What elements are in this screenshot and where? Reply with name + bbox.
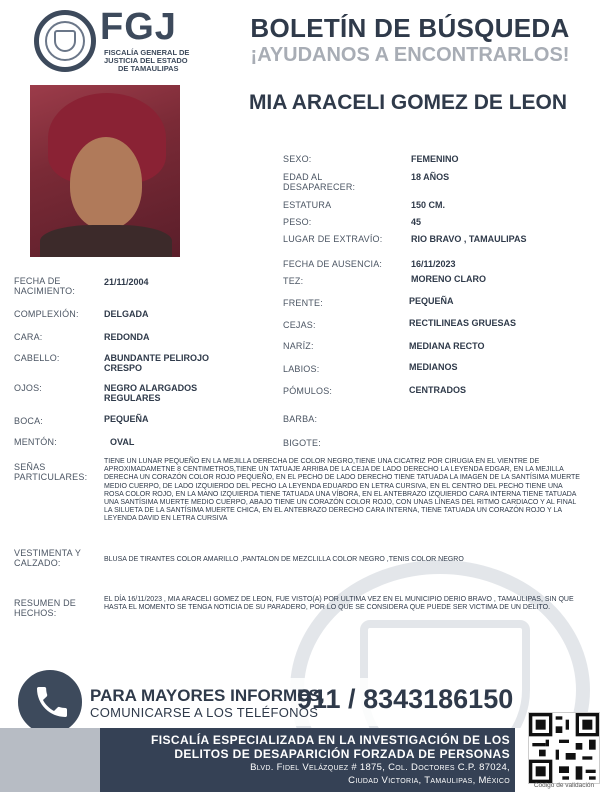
- frente-label: FRENTE:: [283, 298, 323, 308]
- lugar-value: RIO BRAVO , TAMAULIPAS: [411, 234, 527, 244]
- nariz-label: NARÍZ:: [283, 341, 314, 351]
- footer-address-line1: Blvd. Fidel Velázquez # 1875, Col. Doctores C.P. 87024,: [250, 762, 510, 773]
- contact-line1: PARA MAYORES INFORMES,: [90, 686, 325, 705]
- menton-value: OVAL: [110, 437, 135, 447]
- nariz-value: MEDIANA RECTO: [409, 341, 485, 351]
- resumen-text: EL DÍA 16/11/2023 , MIA ARACELI GOMEZ DE LEON, FUE VISTO(A) POR ULTIMA VEZ EN EL MUNICIPIO DERIO BRAVO , TAMAULIPAS, SIN QUE HASTA EL MOMENTO SE TENGA NOTICIA DE SU PARADERO, POR LO QUE SE CONSIDERA QUE PUEDE SER VICTIMA DE UN DELITO.: [104, 596, 574, 612]
- peso-value: 45: [411, 217, 422, 227]
- fecha-ausencia-label: FECHA DE AUSENCIA:: [283, 259, 383, 269]
- contact-line2: COMUNICARSE A LOS TELÉFONOS: [90, 705, 319, 720]
- cabello-value: ABUNDANTE PELIROJO CRESPO: [104, 353, 210, 373]
- fecha-nacimiento-value: 21/11/2004: [104, 277, 149, 287]
- barba-label: BARBA:: [283, 414, 318, 424]
- fgj-seal-logo: [34, 10, 96, 72]
- vestimenta-text: BLUSA DE TIRANTES COLOR AMARILLO ,PANTALON DE MEZCLILLA COLOR NEGRO ,TENIS COLOR NEGRO: [104, 556, 464, 563]
- complexion-label: COMPLEXIÓN:: [14, 309, 79, 319]
- resumen-label: RESUMEN DE HECHOS:: [14, 598, 77, 618]
- complexion-value: DELGADA: [104, 309, 149, 319]
- pomulos-label: PÓMULOS:: [283, 386, 333, 396]
- sexo-label: SEXO:: [283, 154, 312, 164]
- pomulos-value: CENTRADOS: [409, 385, 467, 395]
- estatura-label: ESTATURA: [283, 200, 332, 210]
- fecha-nacimiento-label: FECHA DE NACIMIENTO:: [14, 276, 76, 296]
- sexo-value: FEMENINO: [411, 154, 459, 164]
- qr-caption: Código de validación: [533, 782, 595, 789]
- edad-label: EDAD AL DESAPARECER:: [283, 172, 356, 192]
- qr-code[interactable]: [528, 712, 600, 784]
- labios-value: MEDIANOS: [409, 362, 458, 372]
- peso-label: PESO:: [283, 217, 312, 227]
- frente-value: PEQUEÑA: [409, 296, 454, 306]
- menton-label: MENTÓN:: [14, 437, 57, 447]
- tez-value: MORENO CLARO: [411, 274, 486, 284]
- footer-agency-line2: DELITOS DE DESAPARICIÓN FORZADA DE PERSONAS: [174, 747, 510, 761]
- boca-label: BOCA:: [14, 416, 44, 426]
- boca-value: PEQUEÑA: [104, 414, 149, 424]
- estatura-value: 150 CM.: [411, 200, 446, 210]
- contact-phone-numbers[interactable]: 911 / 8343186150: [297, 684, 514, 714]
- cejas-value: RECTILINEAS GRUESAS: [409, 318, 517, 328]
- cara-label: CARA:: [14, 332, 43, 342]
- missing-person-photo: [30, 85, 180, 257]
- cejas-label: CEJAS:: [283, 320, 316, 330]
- footer-grey-block: [0, 728, 100, 792]
- phone-icon: [32, 682, 72, 722]
- labios-label: LABIOS:: [283, 364, 320, 374]
- vestimenta-label: VESTIMENTA Y CALZADO:: [14, 548, 81, 568]
- edad-value: 18 AÑOS: [411, 172, 450, 182]
- bigote-label: BIGOTE:: [283, 438, 321, 448]
- fecha-ausencia-value: 16/11/2023: [411, 259, 456, 269]
- ojos-label: OJOS:: [14, 383, 43, 393]
- person-name: MIA ARACELI GOMEZ DE LEON: [248, 91, 568, 114]
- tez-label: TEZ:: [283, 276, 304, 286]
- fgj-logo-text: FGJ: [100, 6, 177, 48]
- ojos-value: NEGRO ALARGADOS REGULARES: [104, 383, 198, 403]
- footer-agency-line1: FISCALÍA ESPECIALIZADA EN LA INVESTIGACIÓN DE LOS: [151, 733, 510, 747]
- fgj-logo-subtitle: FISCALÍA GENERAL DE JUSTICIA DEL ESTADO DE TAMAULIPAS: [104, 48, 190, 73]
- senas-text: TIENE UN LUNAR PEQUEÑO EN LA MEJILLA DERECHA DE COLOR NEGRO,TIENE UNA CICATRIZ POR CIRUGIA EN EL VIENTRE DE APROXIMADAMETNE 8 CENTIMETROS,TIENE UN TATUAJE ARRIBA DE LA CEJA DE LADO DERECHO LA LEYENDA EDGAR, EN LA MEJILLA DERECHA UN CORAZÓN COLOR ROJO PEQUEÑO, EN EL PECHO DE LADO DERECHO TIENE TATUADA LA IMAGEN DE LA SANTÍSIMA MUERTE MEDIO CUERPO, DE LADO IZQUIERDO DEL PECHO LA LEYENDA EDUARDO EN LETRA CURSIVA, EN EL CENTRO DEL PECHO TIENE UNA ROSA COLOR ROJO, EN LA MANO IZQUIERDA TIENE TATUADA UNA VÍBORA, EN EL ANTEBRAZO IZQUIERDO CARA INTERNA TIENE TATUADA UNA SANTÍSIMA MUERTE MEDIO CUERPO, ABAJO TIENE UN CORAZÓN COLOR ROJO, CON UNAS LÍNEAS DEL RITMO CARDIACO Y AL FINAL LA SILUETA DE LA SANTÍSIMA MUERTE CHICA, EN EL ANTEBRAZO DERECHO CARA INTERNA, TIENE TATUADA UN CORAZÓN ROJO Y LA LEYENDA DAVID EN LETRA CURSIVA: [104, 458, 580, 523]
- senas-label: SEÑAS PARTICULARES:: [14, 462, 88, 482]
- cabello-label: CABELLO:: [14, 353, 60, 363]
- cara-value: REDONDA: [104, 332, 150, 342]
- lugar-label: LUGAR DE EXTRAVÍO:: [283, 234, 383, 244]
- page-title: BOLETÍN DE BÚSQUEDA: [250, 13, 570, 43]
- footer-address-line2: Ciudad Victoria, Tamaulipas, México: [348, 775, 510, 786]
- page-subtitle: ¡AYUDANOS A ENCONTRARLOS!: [250, 44, 570, 66]
